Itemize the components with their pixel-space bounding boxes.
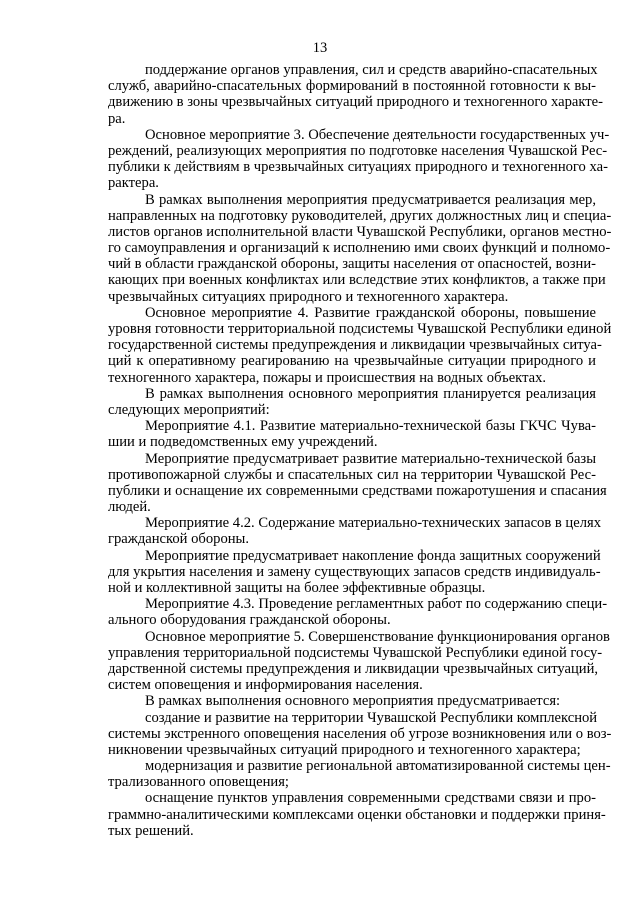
text-line: ций к оперативному реагированию на чрезвычайные ситуации природного и [108,353,596,370]
text-line: ной и коллективной защиты на более эффективные образцы. [108,580,486,596]
text-line: людей. [108,499,151,516]
text-line: чий в области гражданской обороны, защиты населения от опасностей, возни- [108,256,596,273]
text-line: рактера. [108,175,159,192]
text-line: движению в зоны чрезвычайных ситуаций природного и техногенного характе- [108,94,603,111]
text-line: государственной системы предупреждения и ликвидации чрезвычайных ситуа- [108,337,602,354]
text-line: Мероприятие предусматривает накопление фонда защитных сооружений [145,547,601,564]
text-line: В рамках выполнения основного мероприятия предусматривается: [145,693,561,710]
text-line: следующих мероприятий: [108,401,270,418]
text-line: го самоуправления и организаций к исполнению ими своих функций и полномо- [108,240,611,257]
text-line: тых решений. [108,822,194,839]
text-line: В рамках выполнения основного мероприятия планируется реализация [145,385,596,402]
page-number: 13 [312,40,328,56]
text-line: Мероприятие предусматривает развитие материально-технической базы [145,450,596,467]
text-line: уровня готовности территориальной подсистемы Чувашской Республики единой [108,321,612,337]
text-line: кающих при военных конфликтах или вследствие этих конфликтов, а также при [108,272,606,289]
text-line: шии и подведомственных ему учреждений. [108,434,378,451]
text-line: модернизация и развитие региональной автоматизированной системы цен- [145,758,611,775]
document-body [108,62,612,839]
text-line: направленных на подготовку руководителей, других должностных лиц и специа- [108,207,612,224]
text-line: Мероприятие 4.2. Содержание материально-технических запасов в целях [145,515,602,532]
text-line: систем оповещения и информирования населения. [108,677,423,694]
text-line: никновении чрезвычайных ситуаций природного и техногенного характера; [108,741,581,758]
text-line: публики и оснащение их современными средствами пожаротушения и спасания [108,482,607,499]
text-line: В рамках выполнения мероприятия предусматривается реализация мер, [145,191,596,208]
text-line: Мероприятие 4.3. Проведение регламентных работ по содержанию специ- [145,596,608,613]
text-line: Основное мероприятие 4. Развитие гражданской обороны, повышение [145,304,596,321]
text-line: граммно-аналитическими комплексами оценки обстановки и поддержки приня- [108,806,606,823]
text-line: техногенного характера, пожары и происшествия на водных объектах. [108,369,547,386]
text-line: поддержание органов управления, сил и средств аварийно-спасательных [145,62,598,78]
text-line: противопожарной службы и спасательных сил на территории Чувашской Рес- [108,466,596,483]
text-line: оснащение пунктов управления современными средствами связи и про- [145,790,596,807]
text-line: создание и развитие на территории Чувашской Республики комплексной [145,709,598,726]
text-line: листов органов исполнительной власти Чувашской Республики, органов местно- [108,223,612,240]
text-line: публики к действиям в чрезвычайных ситуациях природного и техногенного ха- [108,159,608,176]
text-line: дарственной системы предупреждения и ликвидации чрезвычайных ситуаций, [108,660,599,677]
text-line: управления территориальной подсистемы Чувашской Республики единой госу- [108,644,603,661]
text-line: системы экстренного оповещения населения об угрозе возникновения или о воз- [108,725,612,742]
text-line: чрезвычайных ситуациях природного и техногенного характера. [108,288,509,305]
text-line: трализованного оповещения; [108,774,289,791]
text-line: Основное мероприятие 5. Совершенствование функционирования органов [145,628,610,645]
text-line: гражданской обороны. [108,531,250,548]
text-line: ра. [108,110,126,127]
text-line: для укрытия населения и замену существующих запасов средств индивидуаль- [108,563,601,580]
text-line: Мероприятие 4.1. Развитие материально-технической базы ГКЧС Чува- [145,418,596,435]
text-line: Основное мероприятие 3. Обеспечение деятельности государственных уч- [145,126,610,143]
text-line: ального оборудования гражданской обороны. [108,612,391,629]
text-line: служб, аварийно-спасательных формирований в постоянной готовности к вы- [108,78,596,95]
text-line: реждений, реализующих мероприятия по подготовке населения Чувашской Рес- [108,142,608,159]
